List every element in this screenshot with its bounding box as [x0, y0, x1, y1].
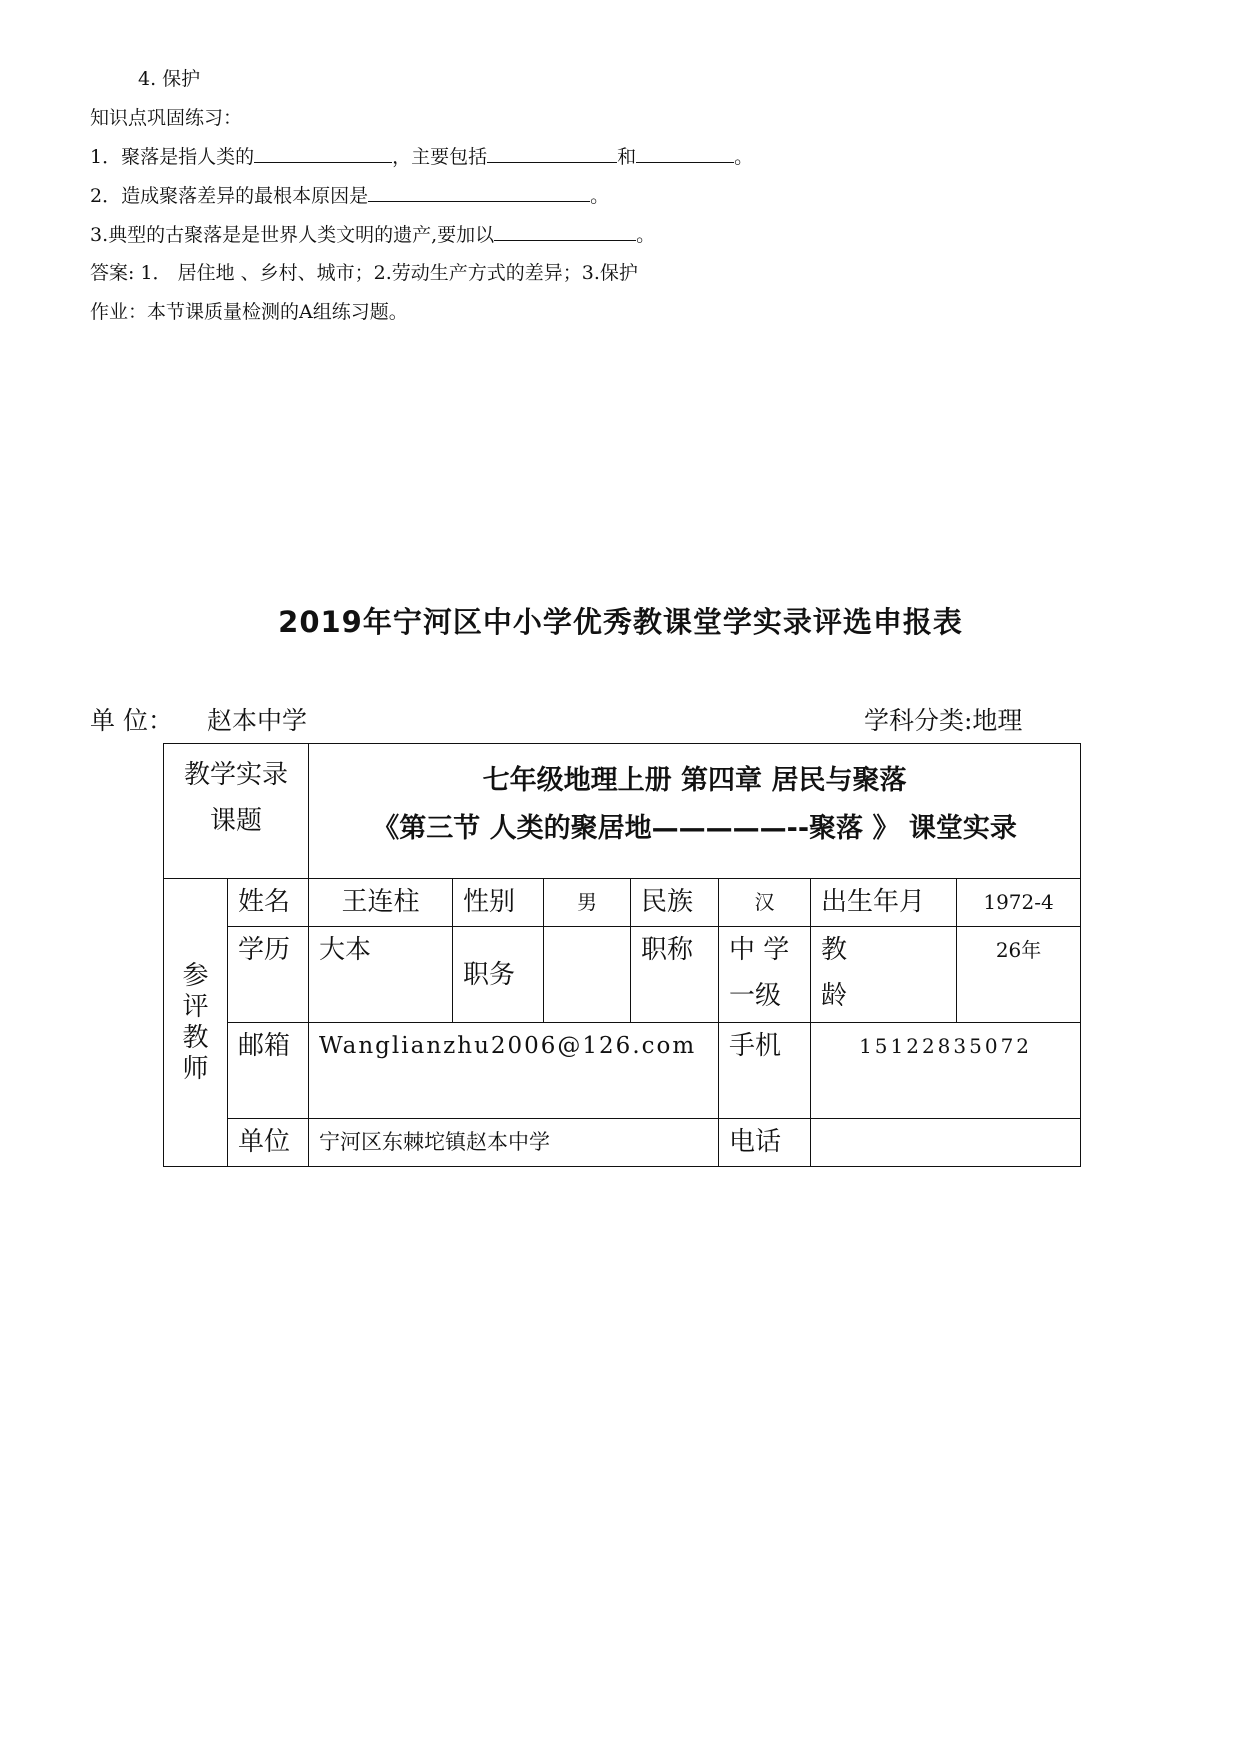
email-label: 邮箱: [238, 1031, 291, 1061]
org-row: [164, 1119, 1081, 1167]
mobile-value: 15122835072: [859, 1034, 1033, 1058]
question-2: [90, 183, 609, 208]
rank-value: 中 学 一级: [729, 935, 790, 1011]
gender-label: 性别: [463, 887, 516, 917]
ethnic-value: 汉: [754, 890, 775, 914]
q1-blank-1[interactable]: [254, 144, 392, 163]
form-title: 2019年宁河区中小学优秀教课堂学实录评选申报表: [278, 605, 963, 639]
topic-value-cell: [309, 744, 1081, 879]
q1-end: 。: [734, 146, 754, 168]
q1-blank-3[interactable]: [636, 144, 734, 163]
gender-value: 男: [577, 890, 598, 914]
education-row: [164, 927, 1081, 1023]
q3-end: 。: [636, 224, 656, 246]
topic-label: 教学实录课题: [184, 760, 289, 836]
contact-row: [164, 1023, 1081, 1119]
practice-heading: 知识点巩固练习：: [90, 107, 243, 129]
q1-prefix: 1．聚落是指人类的: [90, 146, 255, 168]
topic-line-1: 七年级地理上册 第四章 居民与聚落: [482, 765, 907, 796]
question-1: [90, 144, 753, 169]
teacher-label-cell: [164, 879, 228, 1167]
unit-header: [90, 706, 307, 736]
duty-label: 职务: [463, 959, 516, 990]
edu-label: 学历: [238, 935, 291, 965]
teacher-label: 参评教师: [182, 960, 209, 1084]
org-label: 单位: [238, 1127, 291, 1157]
phone-label: 电话: [729, 1127, 782, 1157]
application-table: [163, 743, 1081, 1167]
unit-value: 赵本中学: [206, 706, 307, 735]
topic-row: [164, 744, 1081, 879]
q1-blank-2[interactable]: [487, 144, 617, 163]
teach-age-value: 26年: [995, 938, 1042, 962]
name-value: 王连柱: [341, 887, 420, 917]
ethnic-label: 民族: [641, 887, 694, 917]
q3-prefix: 3.典型的古聚落是是世界人类文明的遗产,要加以: [90, 224, 495, 246]
q1-mid: ，主要包括: [392, 146, 488, 168]
answer-line: 答案: 1． 居住地 、乡村、城市；2.劳动生产方式的差异；3.保护: [90, 262, 638, 284]
teach-age-label: 教 龄: [821, 935, 848, 1011]
birth-value: 1972-4: [983, 890, 1054, 914]
homework-line: 作业：本节课质量检测的A组练习题。: [90, 301, 408, 323]
edu-value: 大本: [319, 935, 372, 965]
q1-and: 和: [617, 146, 637, 168]
item-4-protect: 4. 保护: [138, 68, 201, 90]
email-value: Wanglianzhu2006@126.com: [319, 1033, 697, 1059]
mobile-label: 手机: [729, 1031, 782, 1061]
topic-label-cell: [164, 744, 309, 879]
q2-end: 。: [590, 185, 610, 207]
birth-label: 出生年月: [821, 887, 926, 917]
rank-label: 职称: [641, 935, 694, 965]
basic-info-row: [164, 879, 1081, 927]
unit-label: 单 位：: [90, 706, 173, 735]
name-label: 姓名: [238, 887, 291, 917]
q2-prefix: 2．造成聚落差异的最根本原因是: [90, 185, 369, 207]
topic-line-2: 《第三节 人类的聚居地—————--聚落 》 课堂实录: [372, 813, 1017, 844]
subject-category: 学科分类:地理: [864, 706, 1023, 735]
q3-blank[interactable]: [494, 222, 636, 241]
question-3: [90, 222, 655, 247]
org-value: 宁河区东棘坨镇赵本中学: [319, 1130, 551, 1154]
q2-blank[interactable]: [368, 183, 590, 202]
